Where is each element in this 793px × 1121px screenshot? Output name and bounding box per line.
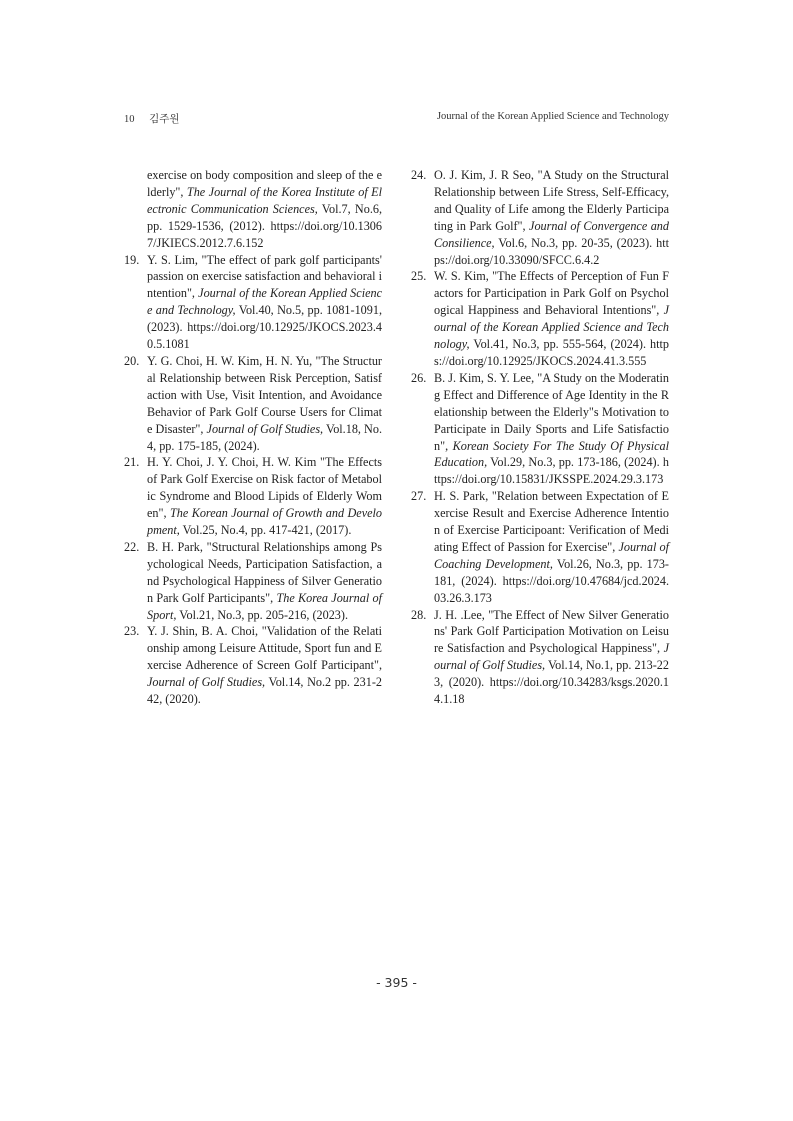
reference-authors-title: Y. J. Shin, B. A. Choi, "Validation of the Relationship among Leisure Attitude, Sport fun and Exercise Adherence of Screen Golf Participant", — [147, 624, 382, 673]
reference-item — [124, 167, 382, 252]
reference-journal: The Korean Journal of Growth and Development, — [147, 506, 382, 538]
reference-journal: Journal of Golf Studies, — [147, 675, 266, 690]
reference-text — [434, 607, 669, 708]
reference-authors-title: O. J. Kim, J. R Seo, "A Study on the Structural Relationship between Life Stress, Self-Efficacy, and Quality of Life among the Elderly Participating in Park Golf", — [434, 168, 669, 233]
reference-item — [124, 623, 382, 708]
page-footer-number: - 395 - — [376, 975, 417, 990]
header-journal-title: Journal of the Korean Applied Science and Technology — [436, 111, 669, 122]
reference-item — [124, 252, 382, 353]
reference-authors-title: H. Y. Choi, J. Y. Choi, H. W. Kim "The Effects of Park Golf Exercise on Risk factor of Metabolic Syndrome and Blood Lipids of Elderly Women", — [147, 455, 382, 521]
reference-text — [434, 370, 669, 488]
reference-item — [124, 454, 382, 539]
reference-item — [411, 370, 669, 488]
references-right-column — [411, 167, 669, 708]
reference-item — [411, 607, 669, 708]
reference-authors-title: J. H. .Lee, "The Effect of New Silver Generations' Park Golf Participation Motivation on Leisure Satisfaction and Psychological Happiness", — [434, 607, 669, 656]
reference-journal: Journal of the Korean Applied Science and Technology, — [147, 286, 382, 318]
reference-details: Vol.26, No.3, pp. 173-181, (2024). https://doi.org/10.47684/jcd.2024.03.26.3.173 — [434, 556, 669, 605]
reference-text — [434, 488, 669, 606]
reference-item — [411, 268, 669, 369]
reference-authors-title: Y. S. Lim, "The effect of park golf participants' passion on exercise satisfaction and behavioral intention", — [147, 252, 382, 301]
reference-details: Vol.7, No.6, pp. 1529-1536, (2012). https://doi.org/10.13067/JKIECS.2012.7.6.152 — [147, 201, 383, 250]
header-author: 김주원 — [149, 114, 180, 125]
reference-details: Vol.21, No.3, pp. 205-216, (2023). — [176, 607, 348, 622]
reference-authors-title: exercise on body composition and sleep of the elderly", — [147, 168, 382, 199]
reference-details: Vol.14, No.1, pp. 213-223, (2020). https://doi.org/10.34283/ksgs.2020.14.1.18 — [434, 658, 669, 707]
reference-authors-title: H. S. Park, "Relation between Expectation of Exercise Result and Exercise Adherence Intention of Exercise Participoant: Verification of Mediating Effect of Passion for Exercise", — [434, 489, 669, 554]
reference-number: 23. — [124, 624, 140, 639]
reference-journal: Journal of the Korean Applied Science and Technology, — [434, 303, 669, 352]
reference-details: Vol.18, No.4, pp. 175-185, (2024). — [147, 421, 382, 453]
reference-number: 24. — [411, 168, 427, 182]
reference-text — [147, 539, 382, 624]
reference-authors-title: B. J. Kim, S. Y. Lee, "A Study on the Moderating Effect and Difference of Age Identity in the Relationship between the Elderly"s Motivation to Participate in Daily Sports and Life Satisfaction", — [434, 370, 669, 453]
reference-item — [411, 488, 669, 606]
reference-item — [411, 167, 669, 268]
reference-text — [434, 268, 669, 369]
reference-item — [124, 539, 382, 624]
reference-authors-title: W. S. Kim, "The Effects of Perception of Fun Factors for Participation in Park Golf on Psychological Happiness and Behavioral Intentions", — [434, 269, 669, 318]
reference-number: 25. — [411, 269, 427, 284]
header-page-number: 10 — [124, 114, 135, 125]
reference-journal: Korean Society For The Study Of Physical Education, — [434, 438, 669, 470]
reference-journal: Journal of Golf Studies, — [434, 641, 669, 673]
reference-text — [147, 353, 382, 454]
reference-details: Vol.14, No.2 pp. 231-242, (2020). — [147, 675, 382, 707]
reference-journal: The Korea Journal of Sport, — [147, 590, 382, 622]
reference-number: 21. — [124, 455, 140, 470]
reference-text — [147, 454, 382, 539]
running-header — [124, 111, 669, 127]
reference-item — [124, 353, 382, 454]
reference-authors-title: B. H. Park, "Structural Relationships among Psychological Needs, Participation Satisfaction, and Psychological Happiness of Silver Generation Park Golf Participants", — [147, 539, 382, 605]
reference-details: Vol.6, No.3, pp. 20-35, (2023). https://doi.org/10.33090/SFCC.6.4.2 — [434, 235, 669, 267]
header-left — [124, 111, 180, 126]
reference-text — [147, 167, 382, 252]
reference-journal: Journal of Convergence and Consilience, — [434, 218, 669, 250]
reference-number: 22. — [124, 539, 140, 554]
reference-authors-title: Y. G. Choi, H. W. Kim, H. N. Yu, "The Structural Relationship between Risk Perception, Satisfaction with Use, Visit Intention, and Avoidance Behavior of Park Golf Course Users for Climate Disaster", — [147, 353, 382, 436]
reference-number: 27. — [411, 489, 427, 504]
reference-number: 26. — [411, 370, 427, 385]
reference-text — [434, 167, 669, 268]
reference-journal: The Journal of the Korea Institute of Electronic Communication Sciences, — [147, 184, 382, 216]
reference-details: Vol.40, No.5, pp. 1081-1091, (2023). https://doi.org/10.12925/JKOCS.2023.40.5.1081 — [147, 303, 382, 352]
reference-number: 19. — [124, 252, 140, 267]
reference-details: Vol.41, No.3, pp. 555-564, (2024). https://doi.org/10.12925/JKOCS.2024.41.3.555 — [434, 337, 669, 368]
references-left-column — [124, 167, 382, 708]
reference-details: Vol.29, No.3, pp. 173-186, (2024). https://doi.org/10.15831/JKSSPE.2024.29.3.173 — [434, 455, 669, 487]
reference-number: 20. — [124, 353, 140, 368]
reference-text — [147, 623, 382, 708]
reference-text — [147, 252, 382, 353]
reference-journal: Journal of Golf Studies, — [206, 421, 324, 436]
reference-number: 28. — [411, 607, 427, 622]
reference-details: Vol.25, No.4, pp. 417-421, (2017). — [179, 523, 352, 538]
reference-number — [124, 167, 147, 252]
reference-journal: Journal of Coaching Development, — [434, 539, 669, 571]
